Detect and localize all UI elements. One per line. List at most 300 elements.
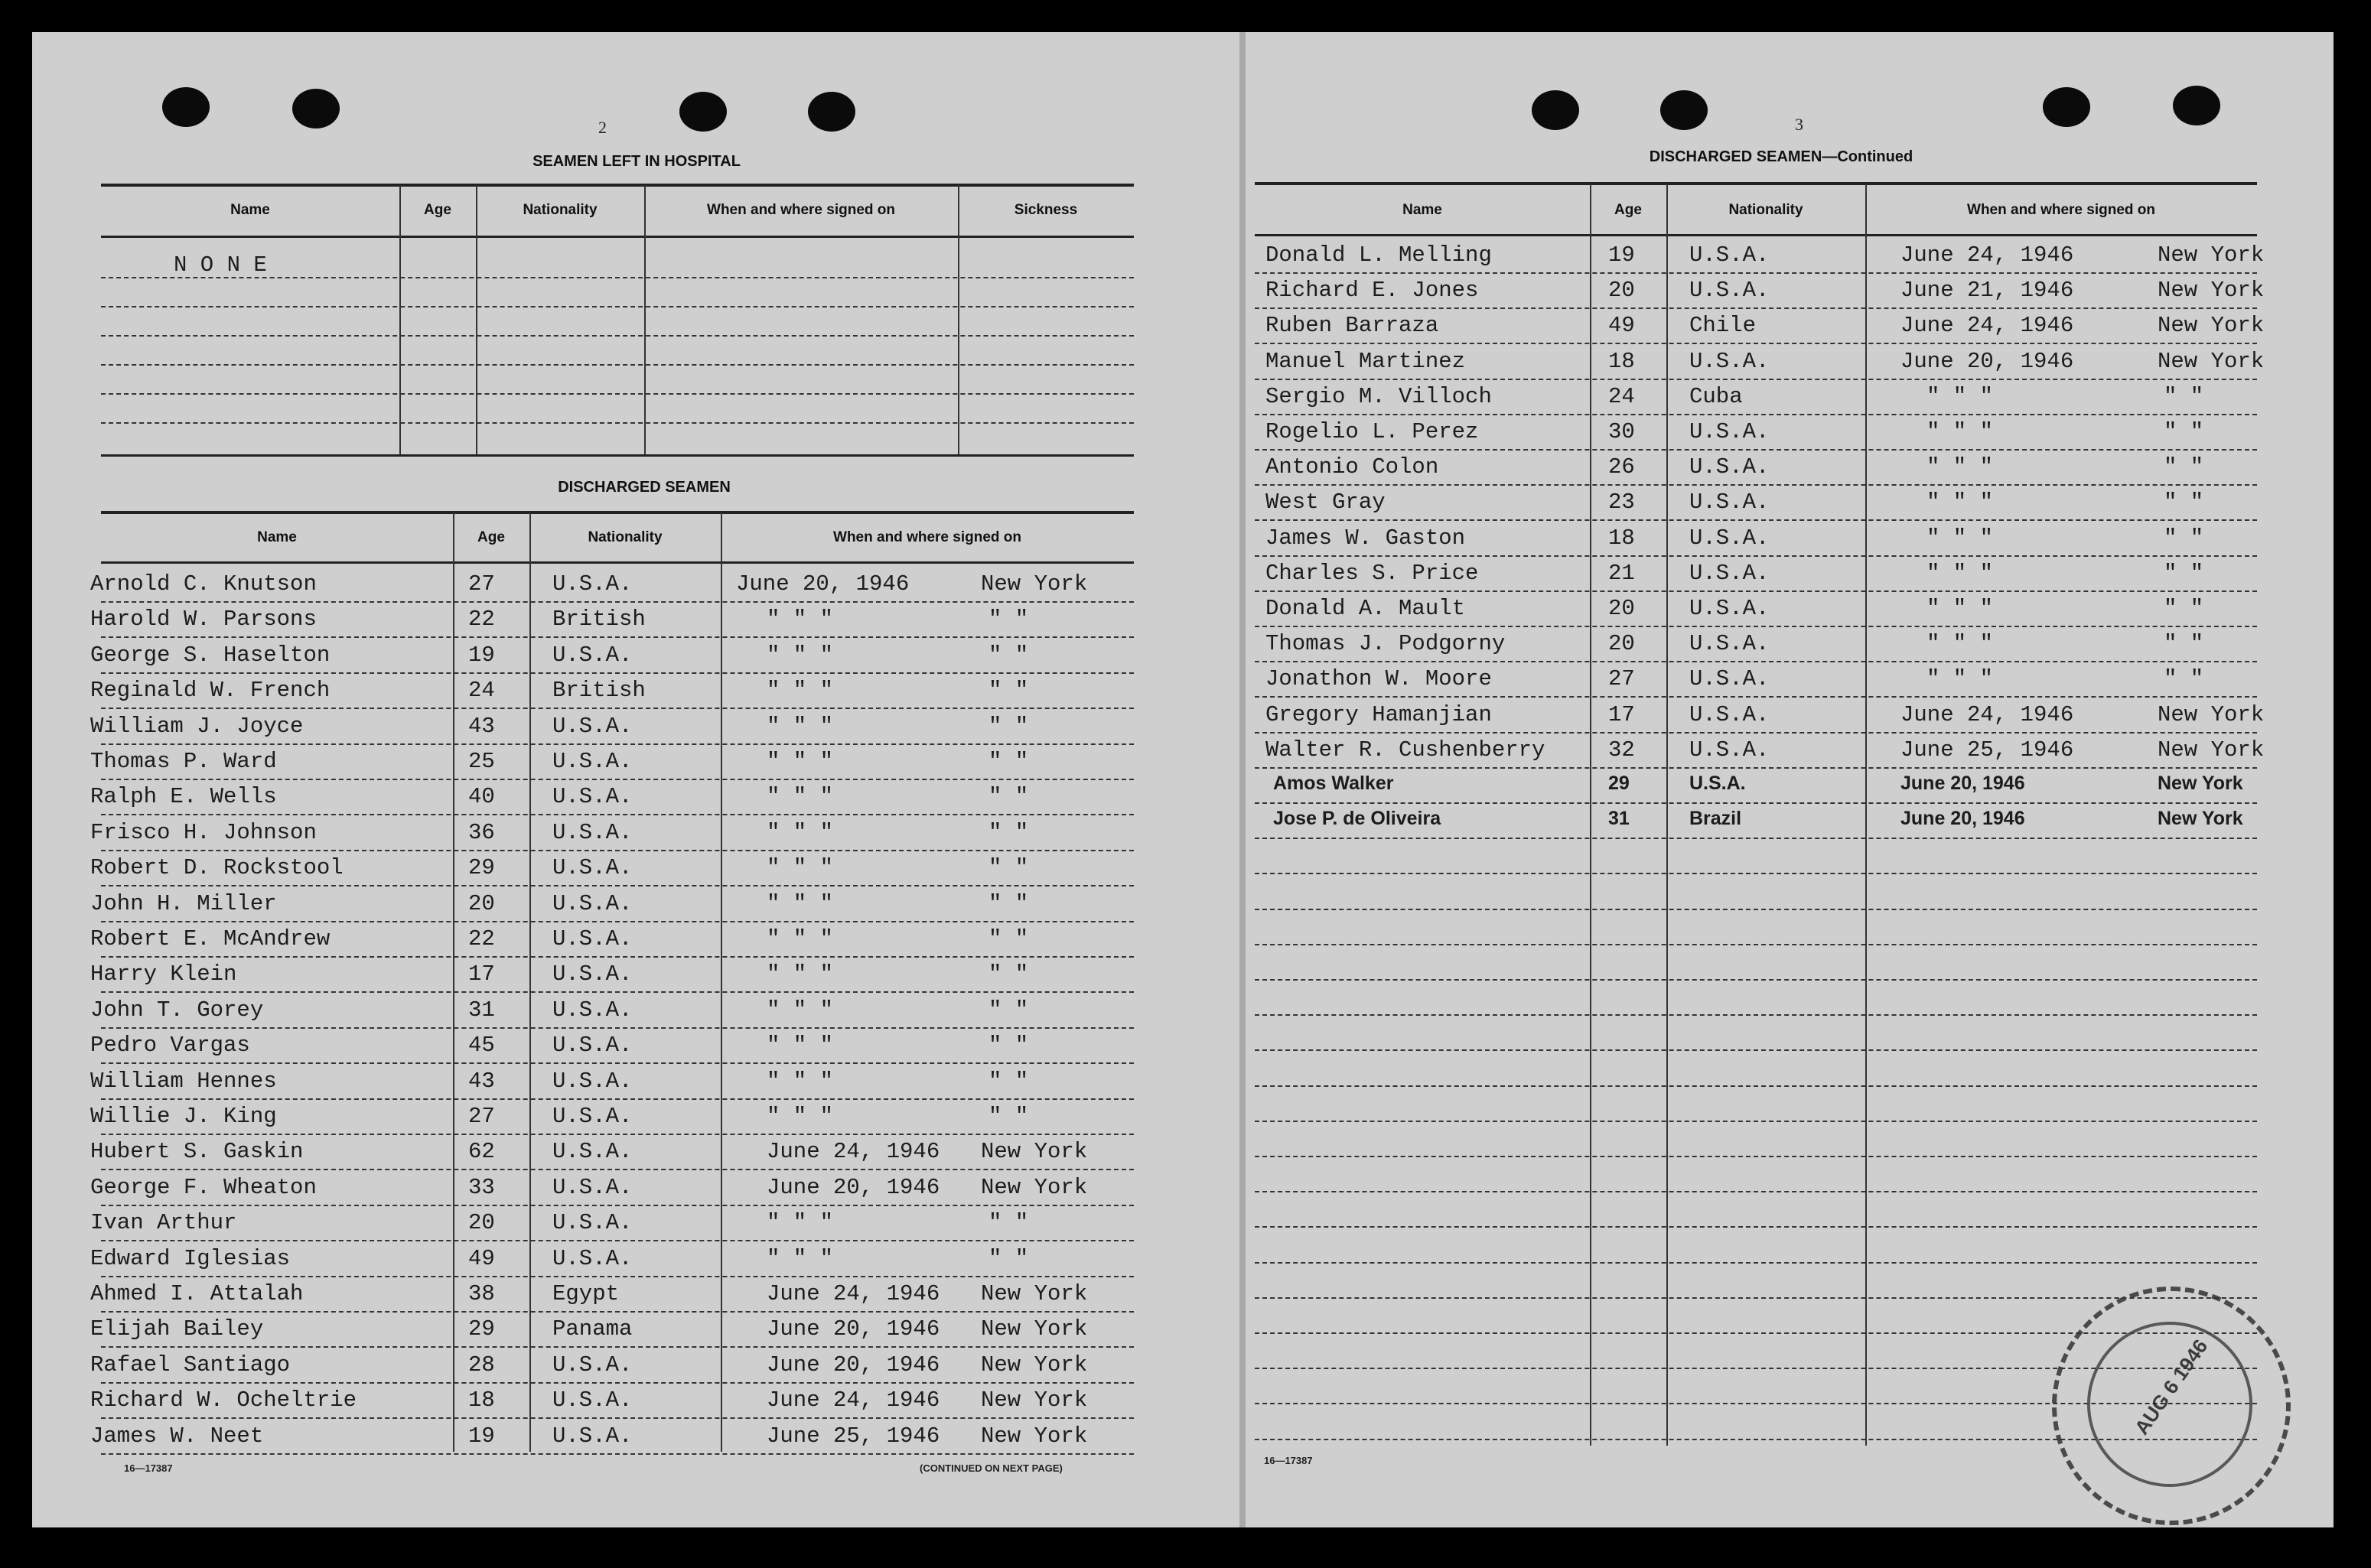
signed-on-place: New York (2158, 242, 2265, 268)
signed-on-place: " " (988, 784, 1029, 810)
signed-on-place: " " (988, 678, 1029, 704)
seaman-name: Ahmed I. Attalah (90, 1281, 304, 1306)
signed-on-place: " " (988, 713, 1029, 739)
signed-on-place: " " (988, 961, 1029, 987)
seaman-age: 25 (468, 749, 495, 774)
seaman-age: 30 (1608, 419, 1635, 444)
immigration-stamp: AUG 6 1946 (2052, 1287, 2291, 1525)
signed-on-date: " " " (1926, 596, 1994, 621)
discharged-header: When and where signed on (833, 529, 1021, 545)
signed-on-place: New York (2158, 808, 2243, 830)
signed-on-date: June 20, 1946 (767, 1174, 940, 1200)
seaman-name: Rogelio L. Perez (1265, 419, 1479, 444)
continued-note: (CONTINUED ON NEXT PAGE) (920, 1462, 1063, 1474)
discharged-header-rule (101, 561, 1134, 564)
table-row (101, 1205, 1134, 1206)
signed-on-date: " " " (767, 713, 834, 739)
seaman-age: 17 (468, 961, 495, 987)
seaman-age: 27 (1608, 666, 1635, 692)
seaman-name: Donald A. Mault (1265, 596, 1466, 621)
blank-row-line (1255, 944, 2257, 945)
seaman-nationality: U.S.A. (1689, 419, 1770, 444)
blank-row-line (1255, 909, 2257, 910)
page-number: 2 (598, 118, 607, 137)
table-row (101, 885, 1134, 886)
seaman-age: 19 (468, 642, 495, 668)
table-row (1255, 802, 2257, 804)
blank-row-line (101, 364, 1134, 366)
form-number: 16—17387 (124, 1462, 173, 1474)
column-divider (1666, 184, 1668, 1446)
table-row (101, 601, 1134, 603)
seaman-nationality: U.S.A. (552, 1139, 633, 1165)
seaman-age: 38 (468, 1281, 495, 1306)
signed-on-date: " " " (767, 855, 834, 881)
signed-on-place: New York (981, 1352, 1088, 1378)
seaman-name: Ivan Arthur (90, 1210, 237, 1236)
table-row (101, 743, 1134, 745)
seaman-name: James W. Gaston (1265, 525, 1466, 551)
signed-on-place: New York (981, 1174, 1088, 1200)
seaman-name: William J. Joyce (90, 713, 304, 739)
signed-on-place: " " (988, 926, 1029, 952)
seaman-nationality: U.S.A. (1689, 560, 1770, 586)
seaman-nationality: U.S.A. (552, 961, 633, 987)
signed-on-place: New York (981, 1387, 1088, 1413)
table-row (101, 850, 1134, 851)
seaman-nationality: U.S.A. (1689, 348, 1770, 374)
seaman-name: Willie J. King (90, 1104, 277, 1129)
signed-on-date: June 24, 1946 (1900, 242, 2074, 268)
seaman-name: Harry Klein (90, 961, 237, 987)
seaman-age: 19 (468, 1423, 495, 1449)
signed-on-place: " " (988, 1104, 1029, 1129)
seaman-name: Thomas J. Podgorny (1265, 631, 1506, 657)
table-row (1255, 272, 2257, 274)
signed-on-date: June 24, 1946 (767, 1387, 940, 1413)
signed-on-place: " " (2164, 454, 2204, 480)
seaman-name: Arnold C. Knutson (90, 571, 317, 597)
seaman-name: Richard E. Jones (1265, 278, 1479, 304)
seaman-nationality: U.S.A. (552, 1068, 633, 1094)
signed-on-date: " " " (1926, 383, 1994, 409)
signed-on-place: " " (2164, 490, 2204, 516)
signed-on-date: " " " (767, 1245, 834, 1271)
seaman-nationality: U.S.A. (552, 784, 633, 810)
blank-row-line (1255, 979, 2257, 981)
seaman-age: 20 (468, 1210, 495, 1236)
blank-row-line (101, 306, 1134, 307)
seaman-age: 27 (468, 571, 495, 597)
signed-on-date: " " " (767, 678, 834, 704)
seaman-age: 20 (1608, 631, 1635, 657)
signed-on-date: " " " (767, 819, 834, 845)
table-row (101, 1098, 1134, 1100)
signed-on-place: New York (981, 1316, 1088, 1342)
hospital-none-text: N O N E (174, 252, 267, 278)
blank-row-line (1255, 1121, 2257, 1122)
blank-row-line (101, 335, 1134, 337)
table-row (1255, 484, 2257, 486)
table-row (101, 1240, 1134, 1241)
seaman-nationality: U.S.A. (552, 1387, 633, 1413)
signed-on-place: " " (2164, 666, 2204, 692)
signed-on-date: " " " (767, 1033, 834, 1059)
table-row (1255, 307, 2257, 309)
seaman-age: 43 (468, 713, 495, 739)
signed-on-place: " " (988, 749, 1029, 774)
seaman-name: Harold W. Parsons (90, 607, 317, 633)
seaman-nationality: U.S.A. (552, 926, 633, 952)
seaman-name: Pedro Vargas (90, 1033, 250, 1059)
seaman-age: 22 (468, 607, 495, 633)
seaman-age: 45 (468, 1033, 495, 1059)
signed-on-date: " " " (1926, 454, 1994, 480)
blank-row-line (101, 422, 1134, 424)
signed-on-place: New York (2158, 278, 2265, 304)
seaman-name: Edward Iglesias (90, 1245, 291, 1271)
seaman-nationality: Brazil (1689, 808, 1742, 830)
signed-on-date: " " " (767, 1210, 834, 1236)
table-row (1255, 414, 2257, 415)
seaman-nationality: U.S.A. (1689, 490, 1770, 516)
seaman-nationality: U.S.A. (1689, 525, 1770, 551)
table-row (101, 1134, 1134, 1135)
seaman-nationality: U.S.A. (1689, 242, 1770, 268)
signed-on-place: " " (988, 607, 1029, 633)
right-header: Nationality (1728, 202, 1803, 218)
table-row (101, 1062, 1134, 1064)
signed-on-place: " " (2164, 596, 2204, 621)
page-number: 3 (1795, 115, 1803, 134)
signed-on-place: " " (988, 1068, 1029, 1094)
seaman-age: 31 (468, 997, 495, 1023)
signed-on-date: " " " (767, 997, 834, 1023)
discharged-header: Age (477, 529, 505, 545)
signed-on-place: " " (2164, 383, 2204, 409)
seaman-age: 49 (1608, 313, 1635, 339)
table-row (101, 956, 1134, 958)
signed-on-date: " " " (767, 607, 834, 633)
seaman-nationality: U.S.A. (552, 1352, 633, 1378)
hospital-header: Nationality (523, 202, 598, 218)
seaman-age: 31 (1608, 808, 1630, 830)
seaman-nationality: U.S.A. (552, 819, 633, 845)
seaman-age: 49 (468, 1245, 495, 1271)
table-row (1255, 590, 2257, 592)
signed-on-date: June 25, 1946 (1900, 737, 2074, 763)
seaman-age: 28 (468, 1352, 495, 1378)
seaman-age: 18 (468, 1387, 495, 1413)
seaman-nationality: Chile (1689, 313, 1757, 339)
seaman-name: Jose P. de Oliveira (1273, 808, 1441, 830)
signed-on-date: June 24, 1946 (767, 1281, 940, 1306)
signed-on-date: " " " (1926, 419, 1994, 444)
seaman-name: Ruben Barraza (1265, 313, 1439, 339)
signed-on-date: June 21, 1946 (1900, 278, 2074, 304)
seaman-age: 17 (1608, 701, 1635, 727)
seaman-age: 26 (1608, 454, 1635, 480)
left-page (32, 32, 1241, 1527)
table-row (101, 921, 1134, 922)
seaman-nationality: U.S.A. (552, 713, 633, 739)
table-row (101, 1169, 1134, 1170)
table-row (1255, 519, 2257, 521)
column-divider (644, 185, 646, 454)
seaman-name: John H. Miller (90, 890, 277, 916)
hospital-header: When and where signed on (707, 202, 895, 218)
table-row (101, 1453, 1134, 1455)
signed-on-date: " " " (1926, 560, 1994, 586)
seaman-age: 62 (468, 1139, 495, 1165)
signed-on-date: " " " (767, 926, 834, 952)
seaman-nationality: U.S.A. (1689, 737, 1770, 763)
blank-row-line (1255, 1226, 2257, 1228)
seaman-name: Thomas P. Ward (90, 749, 277, 774)
seaman-name: George F. Wheaton (90, 1174, 317, 1200)
signed-on-date: June 24, 1946 (767, 1139, 940, 1165)
signed-on-date: June 25, 1946 (767, 1423, 940, 1449)
seaman-name: Robert D. Rockstool (90, 855, 344, 881)
seaman-nationality: U.S.A. (1689, 596, 1770, 621)
signed-on-place: " " (2164, 560, 2204, 586)
blank-row-line (1255, 873, 2257, 874)
table-row (1255, 343, 2257, 344)
table-row (1255, 626, 2257, 627)
right-header-rule (1255, 234, 2257, 236)
signed-on-place: " " (988, 1033, 1029, 1059)
right-header: Age (1614, 202, 1642, 218)
signed-on-place: New York (2158, 701, 2265, 727)
seaman-name: Hubert S. Gaskin (90, 1139, 304, 1165)
seaman-nationality: U.S.A. (1689, 773, 1746, 794)
right-header: Name (1402, 202, 1442, 218)
seaman-nationality: British (552, 678, 646, 704)
seaman-name: Reginald W. French (90, 678, 331, 704)
seaman-name: Manuel Martinez (1265, 348, 1466, 374)
table-row (101, 672, 1134, 674)
seaman-age: 21 (1608, 560, 1635, 586)
blank-row-line (1255, 1156, 2257, 1157)
signed-on-date: " " " (1926, 525, 1994, 551)
seaman-name: Jonathon W. Moore (1265, 666, 1492, 692)
signed-on-date: June 24, 1946 (1900, 701, 2074, 727)
signed-on-place: " " (988, 890, 1029, 916)
table-row (1255, 555, 2257, 557)
signed-on-place: New York (981, 1423, 1088, 1449)
seaman-nationality: U.S.A. (552, 1104, 633, 1129)
right-top-rule (1255, 182, 2257, 185)
seaman-age: 19 (1608, 242, 1635, 268)
table-row (1255, 449, 2257, 451)
seaman-nationality: U.S.A. (1689, 454, 1770, 480)
signed-on-place: New York (2158, 313, 2265, 339)
signed-on-place: " " (988, 642, 1029, 668)
seaman-age: 36 (468, 819, 495, 845)
seaman-name: Rafael Santiago (90, 1352, 291, 1378)
seaman-name: Antonio Colon (1265, 454, 1439, 480)
seaman-nationality: U.S.A. (552, 1423, 633, 1449)
table-row (1255, 661, 2257, 662)
table-row (101, 1417, 1134, 1419)
seaman-age: 32 (1608, 737, 1635, 763)
seaman-name: Gregory Hamanjian (1265, 701, 1492, 727)
blank-row-line (1255, 1297, 2257, 1299)
seaman-name: John T. Gorey (90, 997, 264, 1023)
seaman-name: Sergio M. Villoch (1265, 383, 1492, 409)
signed-on-place: New York (2158, 737, 2265, 763)
seaman-name: Elijah Bailey (90, 1316, 264, 1342)
signed-on-date: " " " (767, 784, 834, 810)
seaman-name: Walter R. Cushenberry (1265, 737, 1545, 763)
discharged-section-title: DISCHARGED SEAMEN (558, 479, 731, 496)
seaman-nationality: Panama (552, 1316, 633, 1342)
table-row (101, 1311, 1134, 1313)
hospital-section-title: SEAMEN LEFT IN HOSPITAL (532, 153, 741, 170)
seaman-nationality: U.S.A. (552, 1245, 633, 1271)
seaman-nationality: U.S.A. (552, 749, 633, 774)
seaman-age: 20 (468, 890, 495, 916)
seaman-name: Donald L. Melling (1265, 242, 1492, 268)
signed-on-date: June 20, 1946 (1900, 808, 2025, 830)
seaman-name: Ralph E. Wells (90, 784, 277, 810)
document-sheet (32, 32, 2334, 1527)
seaman-nationality: British (552, 607, 646, 633)
table-row (101, 636, 1134, 638)
signed-on-place: " " (988, 819, 1029, 845)
seaman-age: 29 (468, 855, 495, 881)
seaman-age: 24 (1608, 383, 1635, 409)
blank-row-line (101, 393, 1134, 395)
seaman-name: West Gray (1265, 490, 1386, 516)
blank-row-line (1255, 1014, 2257, 1016)
seaman-age: 18 (1608, 348, 1635, 374)
signed-on-date: June 20, 1946 (767, 1316, 940, 1342)
hospital-header: Age (424, 202, 451, 218)
signed-on-place: New York (2158, 773, 2243, 794)
column-divider (1590, 184, 1591, 1446)
seaman-nationality: U.S.A. (1689, 666, 1770, 692)
seaman-age: 24 (468, 678, 495, 704)
seaman-nationality: U.S.A. (552, 1033, 633, 1059)
seaman-name: George S. Haselton (90, 642, 331, 668)
discharged-header: Name (257, 529, 297, 545)
table-row (1255, 379, 2257, 380)
seaman-nationality: U.S.A. (552, 855, 633, 881)
table-row (101, 1027, 1134, 1029)
seaman-nationality: U.S.A. (552, 571, 633, 597)
blank-row-line (1255, 1085, 2257, 1087)
signed-on-place: New York (2158, 348, 2265, 374)
seaman-age: 20 (1608, 278, 1635, 304)
table-row (101, 779, 1134, 780)
seaman-name: Richard W. Ocheltrie (90, 1387, 357, 1413)
seaman-age: 20 (1608, 596, 1635, 621)
seaman-age: 18 (1608, 525, 1635, 551)
seaman-age: 27 (468, 1104, 495, 1129)
blank-row-line (1255, 1049, 2257, 1051)
table-row (1255, 838, 2257, 839)
seaman-nationality: U.S.A. (1689, 278, 1770, 304)
seaman-name: William Hennes (90, 1068, 277, 1094)
seaman-nationality: U.S.A. (552, 997, 633, 1023)
column-divider (1865, 184, 1867, 1446)
seaman-name: Frisco H. Johnson (90, 819, 317, 845)
seaman-age: 22 (468, 926, 495, 952)
signed-on-date: " " " (767, 890, 834, 916)
table-row (101, 1382, 1134, 1384)
signed-on-place: " " (2164, 525, 2204, 551)
table-row (101, 1346, 1134, 1348)
hospital-header: Name (230, 202, 270, 218)
seaman-age: 43 (468, 1068, 495, 1094)
seaman-age: 33 (468, 1174, 495, 1200)
signed-on-place: New York (981, 571, 1088, 597)
discharged-header: Nationality (588, 529, 663, 545)
signed-on-place: " " (988, 1210, 1029, 1236)
table-row (101, 814, 1134, 815)
signed-on-date: " " " (1926, 631, 1994, 657)
hospital-top-rule (101, 184, 1134, 187)
discharged-top-rule (101, 511, 1134, 514)
seaman-age: 29 (1608, 773, 1630, 794)
blank-row-line (1255, 1262, 2257, 1264)
seaman-nationality: U.S.A. (552, 1174, 633, 1200)
seaman-age: 40 (468, 784, 495, 810)
seaman-nationality: Cuba (1689, 383, 1743, 409)
table-row (1255, 732, 2257, 734)
seaman-nationality: U.S.A. (1689, 631, 1770, 657)
hospital-bottom-rule (101, 454, 1134, 457)
seaman-nationality: U.S.A. (552, 642, 633, 668)
seaman-name: Amos Walker (1273, 773, 1394, 794)
signed-on-date: " " " (767, 642, 834, 668)
blank-row-line (1255, 1191, 2257, 1192)
signed-on-date: June 24, 1946 (1900, 313, 2074, 339)
signed-on-date: June 20, 1946 (1900, 773, 2025, 794)
column-divider (958, 185, 959, 454)
table-row (1255, 696, 2257, 698)
right-header: When and where signed on (1967, 202, 2155, 218)
signed-on-date: June 20, 1946 (736, 571, 910, 597)
form-number: 16—17387 (1264, 1455, 1313, 1466)
signed-on-date: " " " (767, 749, 834, 774)
signed-on-date: June 20, 1946 (1900, 348, 2074, 374)
signed-on-date: " " " (1926, 666, 1994, 692)
signed-on-place: " " (988, 997, 1029, 1023)
seaman-name: Robert E. McAndrew (90, 926, 331, 952)
seaman-age: 29 (468, 1316, 495, 1342)
seaman-age: 23 (1608, 490, 1635, 516)
column-divider (399, 185, 401, 454)
discharged-continued-title: DISCHARGED SEAMEN—Continued (1649, 148, 1913, 165)
table-row (101, 1276, 1134, 1277)
hospital-header: Sickness (1014, 202, 1078, 218)
signed-on-date: " " " (767, 961, 834, 987)
table-row (1255, 767, 2257, 769)
signed-on-place: New York (981, 1281, 1088, 1306)
seaman-nationality: Egypt (552, 1281, 620, 1306)
signed-on-date: " " " (1926, 490, 1994, 516)
signed-on-date: June 20, 1946 (767, 1352, 940, 1378)
signed-on-place: " " (988, 855, 1029, 881)
seaman-nationality: U.S.A. (552, 890, 633, 916)
seaman-name: James W. Neet (90, 1423, 264, 1449)
hospital-header-rule (101, 236, 1134, 238)
signed-on-place: " " (988, 1245, 1029, 1271)
signed-on-date: " " " (767, 1068, 834, 1094)
seaman-nationality: U.S.A. (552, 1210, 633, 1236)
